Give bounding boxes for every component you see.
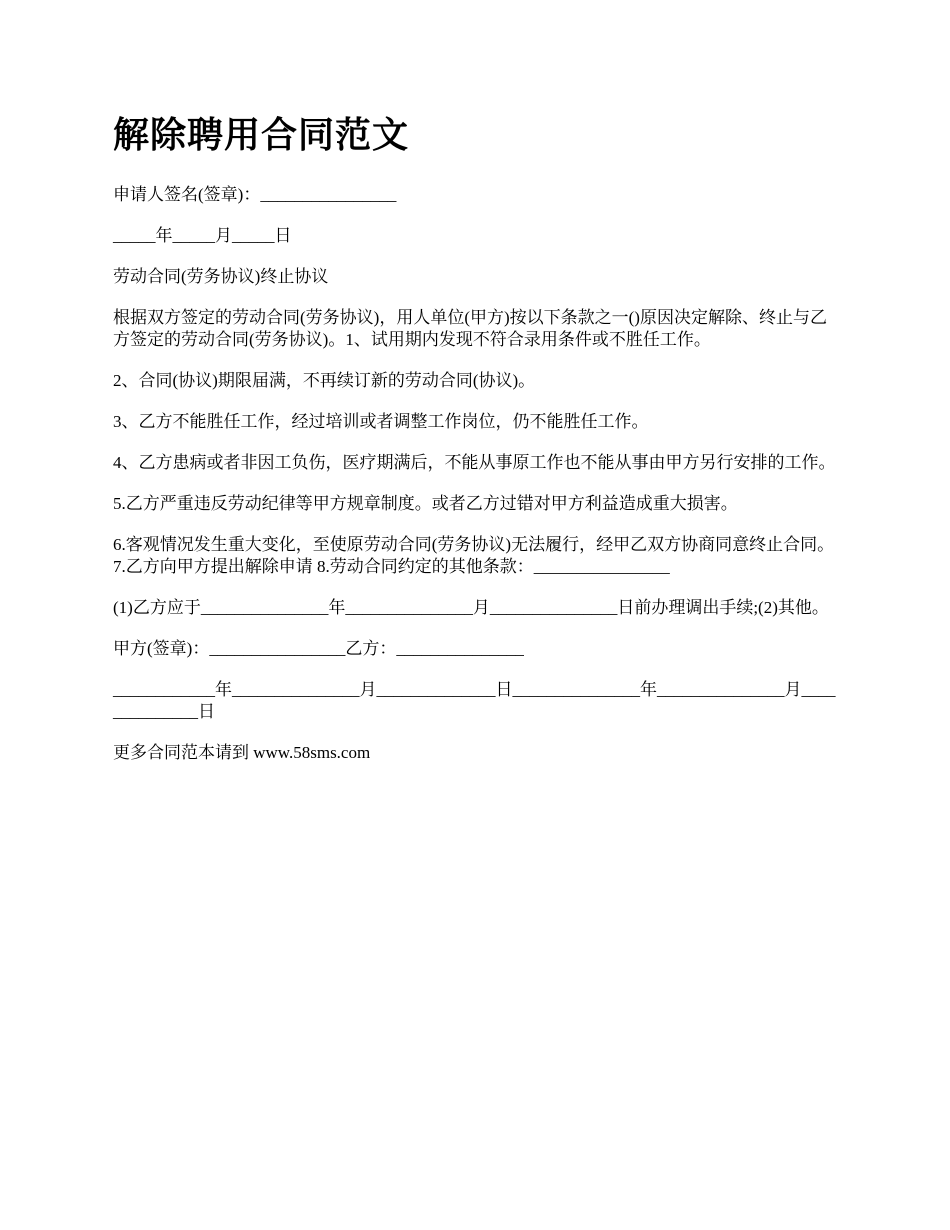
- clause-6-7-8: 6.客观情况发生重大变化，至使原劳动合同(劳务协议)无法履行，经甲乙双方协商同意终止合同。7.乙方向甲方提出解除申请 8.劳动合同约定的其他条款：________________: [113, 535, 835, 576]
- document-title: 解除聘用合同范文: [113, 115, 410, 155]
- applicant-signature-line: 申请人签名(签章)：________________: [113, 185, 397, 204]
- party-signatures-line: 甲方(签章)：________________乙方：_______________: [113, 639, 524, 658]
- agreement-heading: 劳动合同(劳务协议)终止协议: [113, 267, 329, 286]
- termination-clause-intro: 根据双方签定的劳动合同(劳务协议)，用人单位(甲方)按以下条款之一()原因决定解除、终止与乙方签定的劳动合同(劳务协议)。1、试用期内发现不符合录用条件或不胜任工作。: [113, 308, 827, 349]
- clause-2: 2、合同(协议)期限届满，不再续订新的劳动合同(协议)。: [113, 371, 536, 390]
- signature-dates-line: ____________年_______________月______________日_______________年_______________月______________日: [113, 680, 836, 721]
- clause-5: 5.乙方严重违反劳动纪律等甲方规章制度。或者乙方过错对甲方利益造成重大损害。: [113, 494, 738, 513]
- footer-more-templates: 更多合同范本请到 www.58sms.com: [113, 743, 371, 762]
- transfer-deadline-line: (1)乙方应于_______________年_______________月_______________日前办理调出手续;(2)其他。: [113, 598, 829, 617]
- document-body: [113, 112, 840, 783]
- date-line: _____年_____月_____日: [113, 226, 292, 245]
- clause-4: 4、乙方患病或者非因工负伤，医疗期满后，不能从事原工作也不能从事由甲方另行安排的工作。: [113, 453, 836, 472]
- clause-3: 3、乙方不能胜任工作，经过培训或者调整工作岗位，仍不能胜任工作。: [113, 412, 649, 431]
